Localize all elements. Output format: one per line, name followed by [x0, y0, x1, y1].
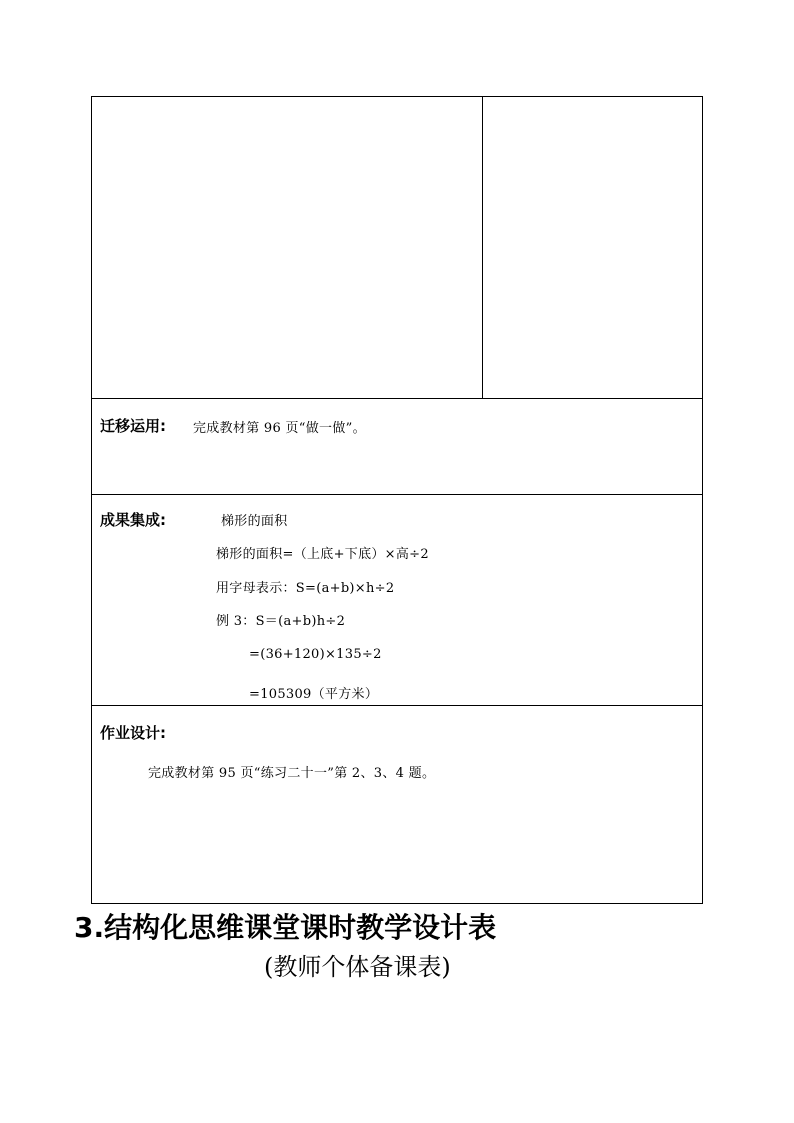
section-title: 3.结构化思维课堂课时教学设计表 — [74, 911, 497, 944]
transfer-label: 迁移运用: — [100, 417, 166, 435]
results-formula: 梯形的面积=（上底+下底）×高÷2 — [216, 547, 429, 562]
results-example: 例 3：S＝(a+b)h÷2 — [216, 614, 346, 629]
results-step2: =105309（平方米） — [249, 687, 379, 702]
results-letters: 用字母表示：S=(a+b)×h÷2 — [216, 581, 395, 596]
homework-label: 作业设计: — [100, 724, 166, 742]
lesson-table — [91, 96, 703, 904]
results-label: 成果集成: — [100, 511, 166, 529]
row-divider-2 — [92, 494, 702, 495]
results-step1: =(36+120)×135÷2 — [249, 647, 382, 662]
transfer-text: 完成教材第 96 页“做一做”。 — [193, 421, 366, 436]
section-subtitle: (教师个体备课表) — [264, 953, 451, 981]
top-column-divider — [482, 97, 483, 398]
row-divider-3 — [92, 705, 702, 706]
row-divider-1 — [92, 398, 702, 399]
results-heading: 梯形的面积 — [221, 514, 288, 529]
homework-text: 完成教材第 95 页“练习二十一”第 2、3、4 题。 — [148, 766, 436, 781]
